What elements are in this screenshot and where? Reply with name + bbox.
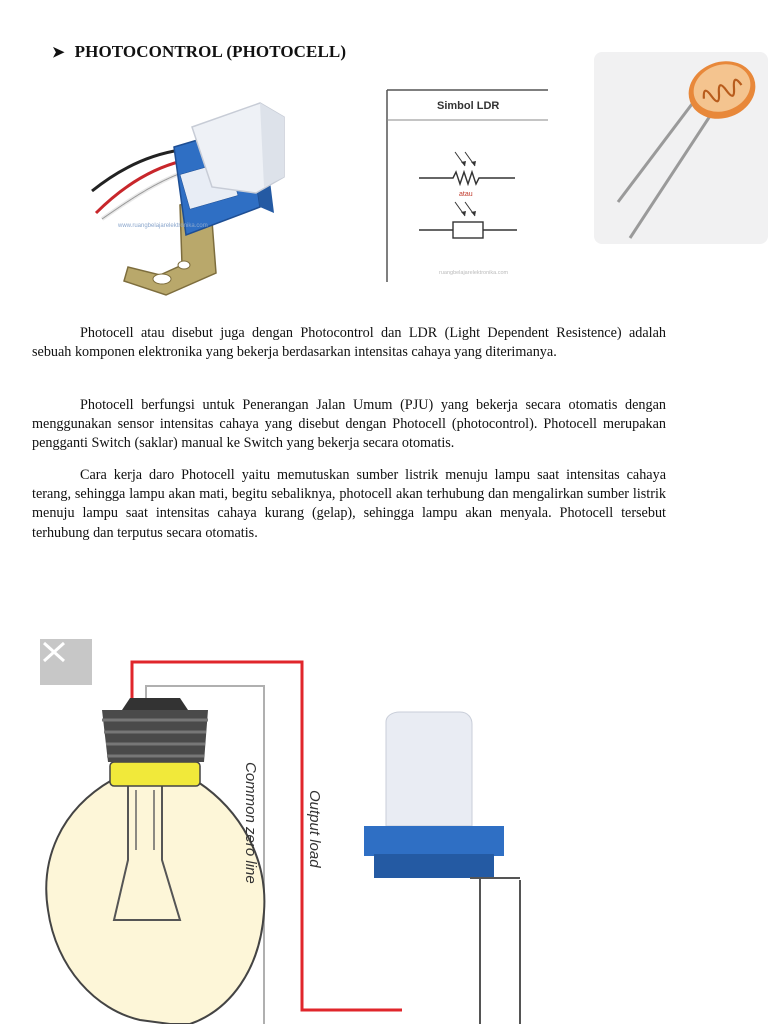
ldr-symbol-title: Simbol LDR bbox=[437, 100, 500, 112]
ldr-or-label: atau bbox=[459, 191, 473, 198]
common-zero-line-label: Common zero line bbox=[242, 762, 259, 884]
paragraph-2: Photocell berfungsi untuk Penerangan Jalan Umum (PJU) yang bekerja secara otomatis dengan menggunakan sensor intensitas cahaya yang disebut dengan Photocell (photocontrol). Photocell merupakan pengganti Switch (saklar) manual ke Switch yang bekerja secara otomatis. bbox=[32, 397, 666, 452]
output-load-label: Output load bbox=[306, 790, 323, 868]
photocontrol-device-image bbox=[88, 95, 298, 305]
ldr-component-image bbox=[594, 52, 768, 244]
paragraph-3: Cara kerja daro Photocell yaitu memutuskan sumber listrik menuju lampu saat intensitas cahaya terang, sehingga lampu akan mati, begitu sebaliknya, photocell akan terhubung dan mengalirkan sumber listrik menuju lampu saat intensitas cahaya kurang (gelap), sehingga lampu akan menyala. Photocell tersebut terhubung dan terputus secara otomatis. bbox=[32, 467, 666, 541]
arrow-bullet-icon: ➤ bbox=[52, 44, 65, 61]
section-title: PHOTOCONTROL (PHOTOCELL) bbox=[74, 42, 347, 61]
paragraph-1: Photocell atau disebut juga dengan Photocontrol dan LDR (Light Dependent Resistence) adalah sebuah komponen elektronika yang bekerja berdasarkan intensitas cahaya yang diterimanya. bbox=[32, 325, 666, 361]
photocell-wiring-diagram bbox=[40, 650, 560, 1024]
photocontrol-watermark: www.ruangbelajarelektronika.com bbox=[118, 223, 208, 229]
ldr-watermark: ruangbelajarelektronika.com bbox=[439, 270, 509, 276]
section-heading bbox=[52, 42, 346, 62]
ldr-symbol-diagram bbox=[385, 88, 550, 284]
